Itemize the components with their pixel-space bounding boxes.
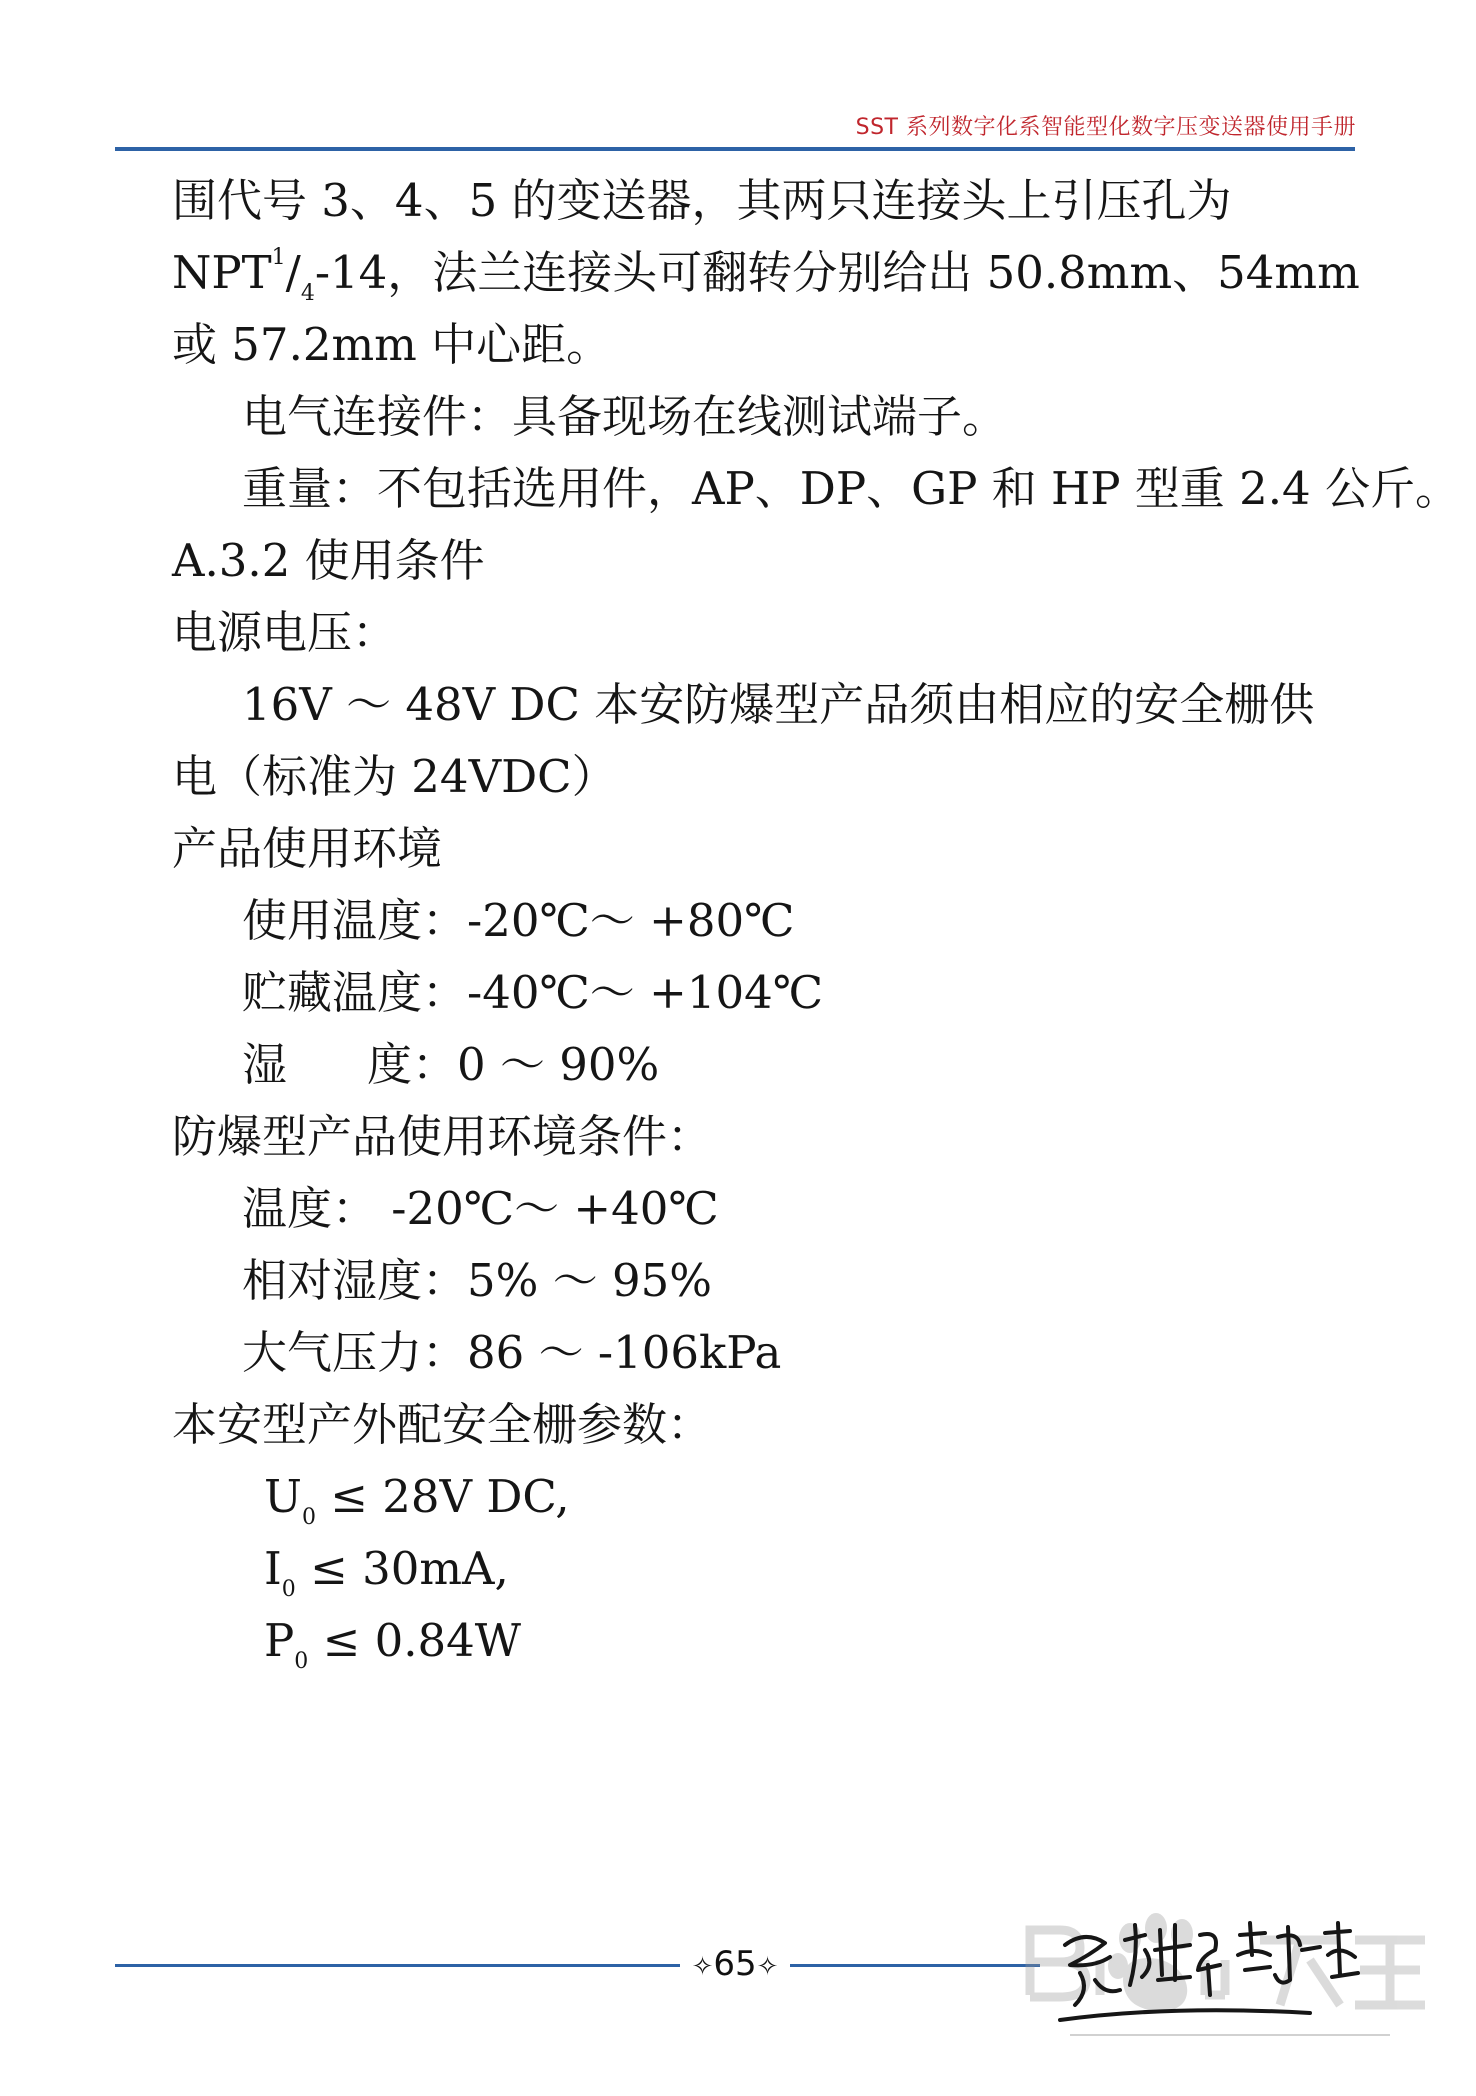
humidity-label-start: 湿 bbox=[242, 1038, 288, 1091]
environment-heading: 产品使用环境 bbox=[172, 822, 443, 875]
fraction-denominator: 4 bbox=[300, 281, 315, 306]
power-limit bbox=[172, 1605, 1322, 1677]
diamond-icon: ✧ bbox=[691, 1952, 714, 1982]
section-heading: A.3.2 使用条件 bbox=[172, 534, 485, 587]
explosion-proof-heading: 防爆型产品使用环境条件： bbox=[172, 1110, 713, 1163]
page-number-value: 65 bbox=[713, 1944, 757, 1984]
voltage-limit bbox=[172, 1461, 1322, 1533]
ex-temperature: 温度： -20℃～ +40℃ bbox=[242, 1182, 719, 1235]
current-subscript: 0 bbox=[281, 1577, 296, 1602]
page-body bbox=[172, 165, 1460, 1677]
power-supply-line: 16V ～ 48V DC 本安防爆型产品须由相应的安全栅供 bbox=[242, 678, 1315, 731]
npt-prefix: NPT bbox=[172, 246, 272, 299]
voltage-value: ≤ 28V DC, bbox=[315, 1470, 570, 1523]
voltage-subscript: 0 bbox=[301, 1505, 316, 1530]
voltage-symbol: U bbox=[264, 1470, 302, 1523]
power-symbol: P bbox=[264, 1614, 295, 1667]
power-supply-label: 电源电压： bbox=[172, 606, 398, 659]
humidity-label-end: 度：0 ～ 90% bbox=[367, 1038, 660, 1091]
running-header: SST 系列数字化系智能型化数字压变送器使用手册 bbox=[855, 115, 1356, 140]
electrical-connection: 电气连接件：具备现场在线测试端子。 bbox=[242, 390, 1008, 443]
header-rule bbox=[115, 147, 1355, 151]
footer-rule-right bbox=[790, 1964, 1040, 1967]
page-number bbox=[680, 1944, 790, 1984]
power-supply-line: 电（标准为 24VDC） bbox=[172, 750, 617, 803]
power-subscript: 0 bbox=[294, 1649, 309, 1674]
paragraph-line: 或 57.2mm 中心距。 bbox=[172, 318, 612, 371]
barrier-heading: 本安型产外配安全栅参数： bbox=[172, 1398, 713, 1451]
fraction-numerator: 1 bbox=[271, 245, 286, 270]
handwritten-signature bbox=[1050, 1895, 1370, 2035]
diamond-icon: ✧ bbox=[756, 1952, 779, 1982]
storage-temperature: 贮藏温度：-40℃～ +104℃ bbox=[242, 966, 824, 1019]
ex-humidity: 相对湿度：5% ～ 95% bbox=[242, 1254, 713, 1307]
operating-temperature: 使用温度：-20℃～ +80℃ bbox=[242, 894, 795, 947]
current-limit bbox=[172, 1533, 1322, 1605]
humidity-spec bbox=[172, 1029, 1322, 1101]
current-value: ≤ 30mA, bbox=[295, 1542, 509, 1595]
paragraph-line: 围代号 3、4、5 的变送器，其两只连接头上引压孔为 bbox=[172, 174, 1232, 227]
ex-pressure: 大气压力：86 ～ -106kPa bbox=[242, 1326, 782, 1379]
paragraph-line-npt bbox=[172, 237, 1360, 309]
footer-rule-left bbox=[115, 1964, 680, 1967]
fraction-slash: / bbox=[285, 246, 301, 299]
weight-spec: 重量：不包括选用件，AP、DP、GP 和 HP 型重 2.4 公斤。 bbox=[242, 462, 1460, 515]
power-value: ≤ 0.84W bbox=[308, 1614, 522, 1667]
current-symbol: I bbox=[264, 1542, 282, 1595]
npt-suffix: -14，法兰连接头可翻转分别给出 50.8mm、54mm bbox=[314, 246, 1360, 299]
